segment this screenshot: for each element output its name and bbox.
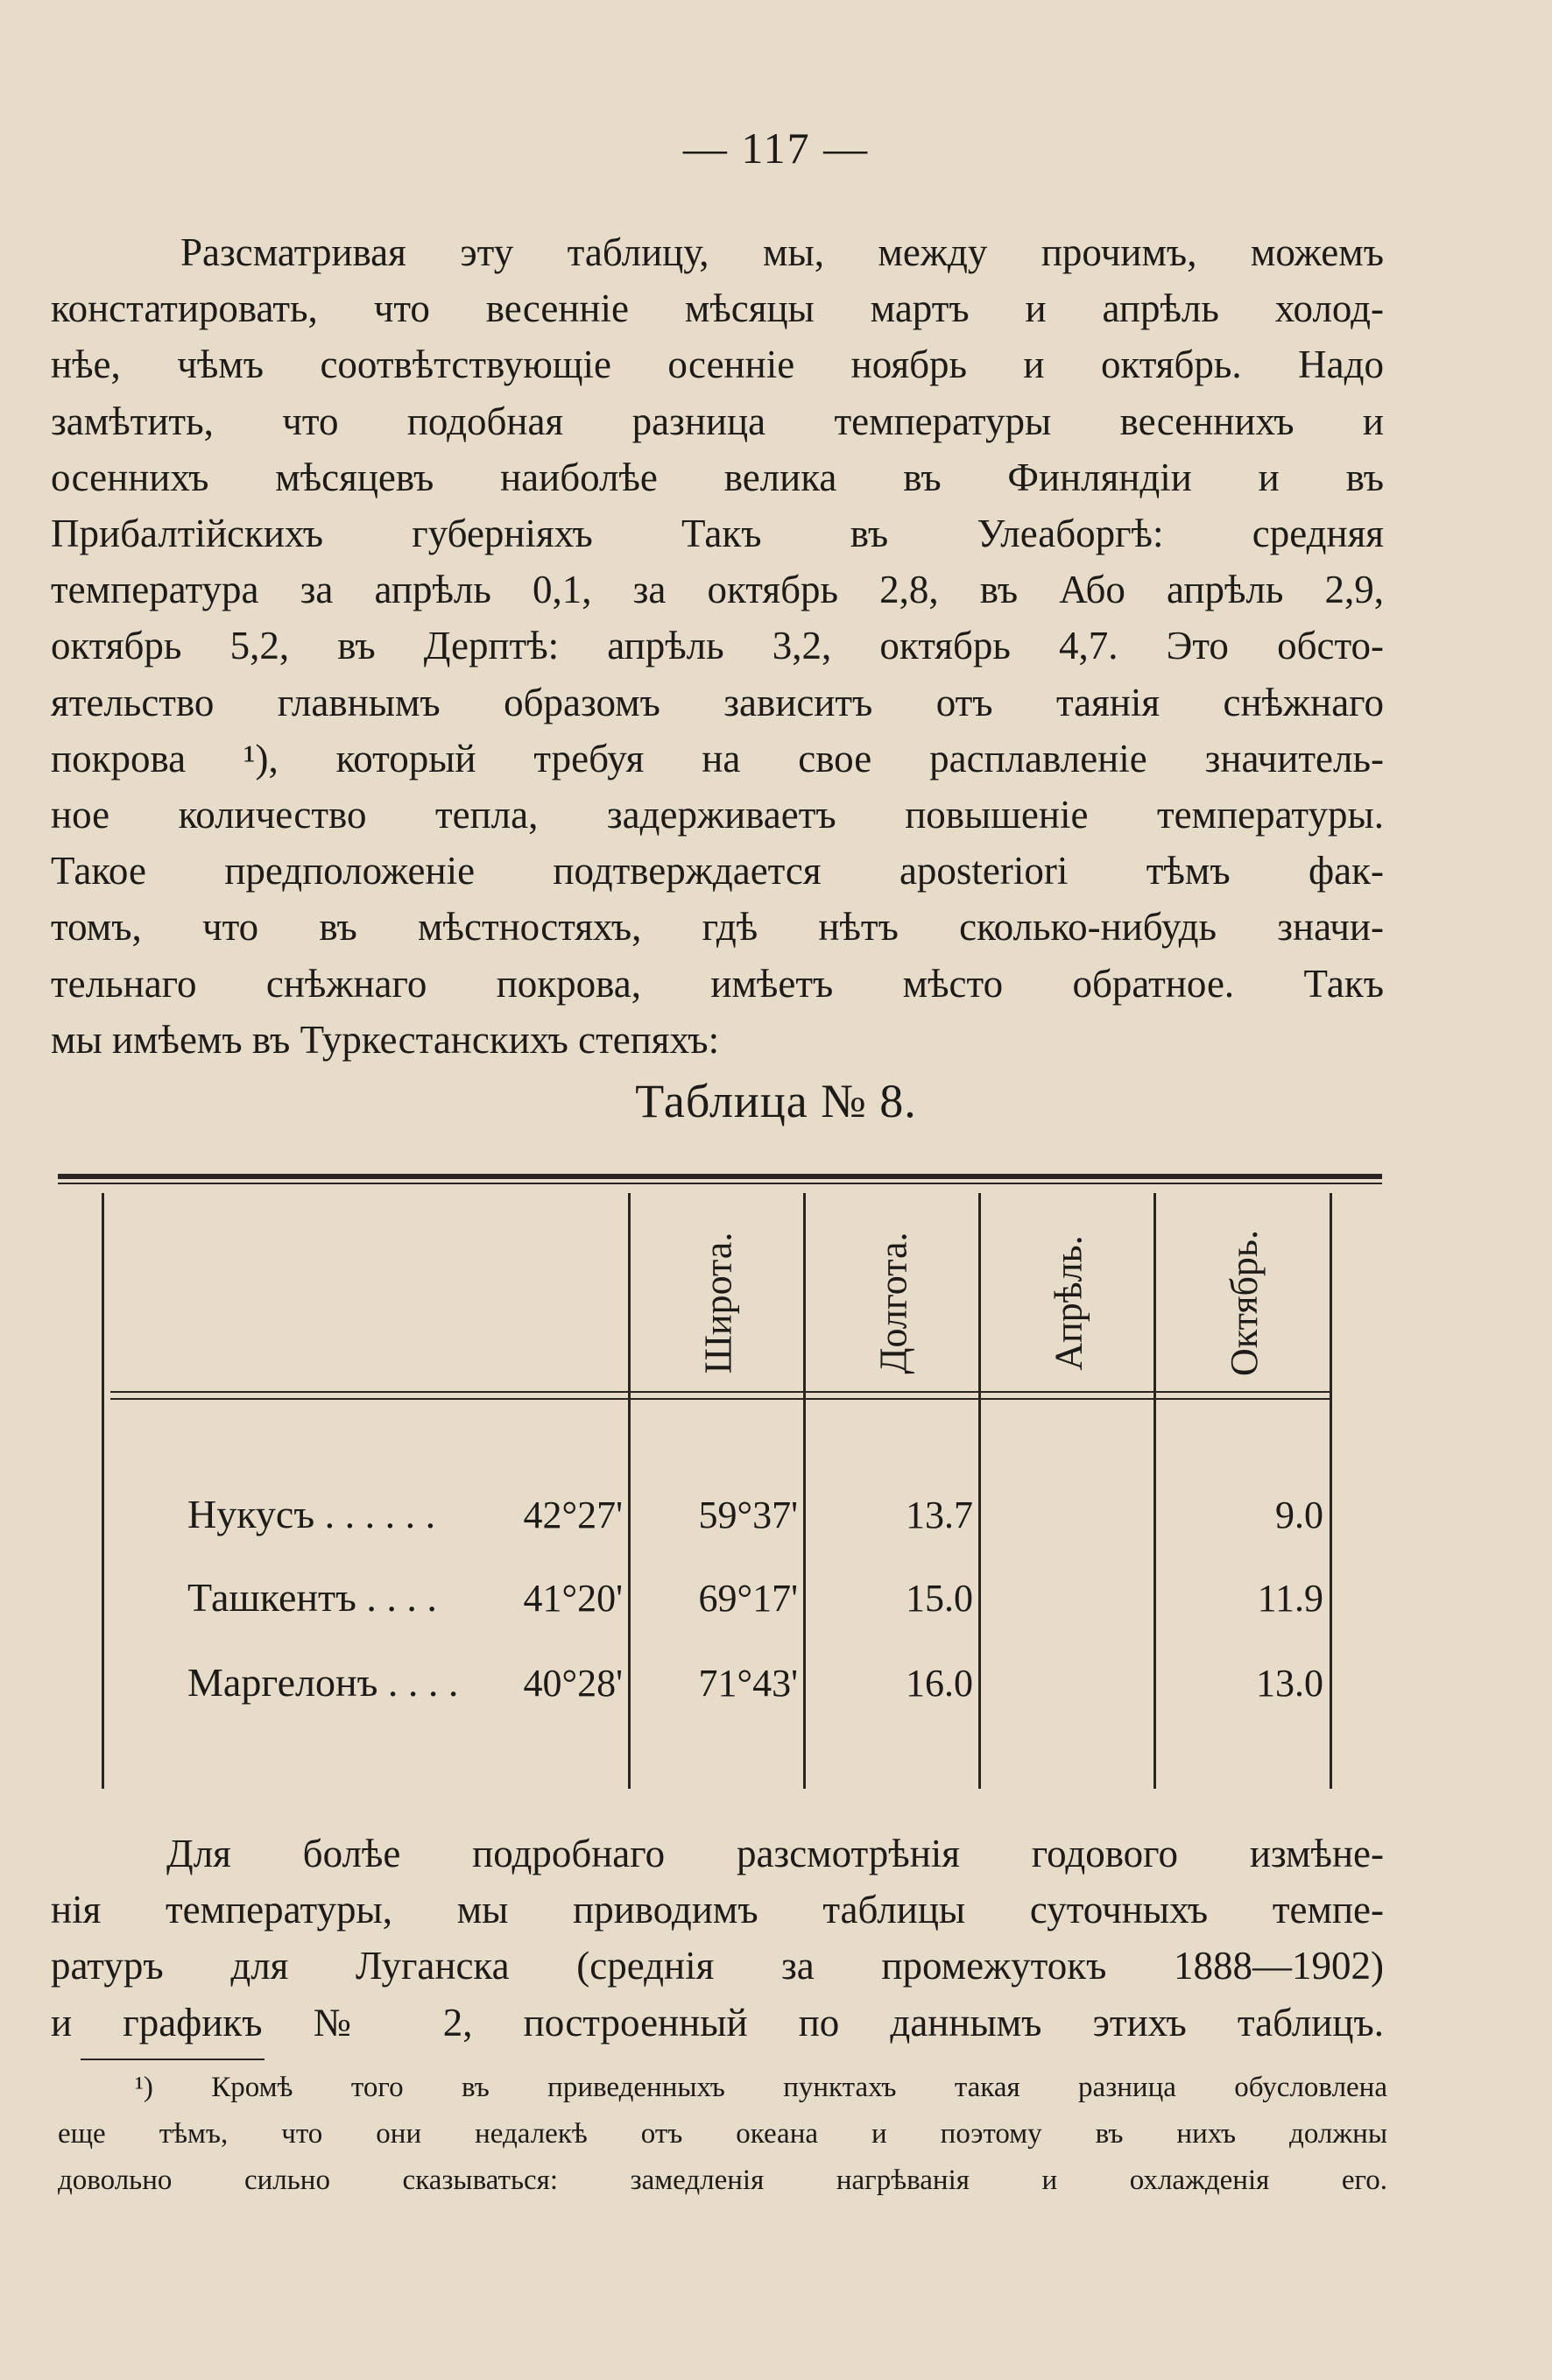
text-line: Для болѣе подробнаго разсмотрѣнія годового измѣне- — [166, 1832, 1384, 1875]
header-label: Октябрь. — [1222, 1229, 1266, 1376]
cell-latitude: 41°20' — [523, 1577, 623, 1620]
column-divider — [978, 1193, 981, 1789]
text-line: температура за апрѣль 0,1, за октябрь 2,8, въ Або апрѣль 2,9, — [51, 568, 1384, 612]
text-line: констатировать, что весенніе мѣсяцы мартъ и апрѣль холод- — [51, 286, 1384, 331]
cell-latitude: 42°27' — [523, 1494, 623, 1536]
table-top-rule — [58, 1174, 1382, 1179]
text-line: нія температуры, мы приводимъ таблицы суточныхъ темпе- — [51, 1888, 1384, 1932]
page-number: — 117 — — [682, 124, 870, 173]
table-border-left — [102, 1193, 104, 1789]
text-line: Прибалтійскихъ губерніяхъ Такъ въ Улеаборгѣ: средняя — [51, 512, 1384, 556]
header-april — [1042, 1211, 1095, 1395]
text-line: и графикъ № 2, построенный по даннымъ этихъ таблицъ. — [51, 2000, 1384, 2045]
paragraph-1 — [51, 224, 1384, 1068]
header-latitude — [692, 1211, 744, 1395]
header-rule — [110, 1398, 1330, 1400]
column-divider — [628, 1193, 631, 1789]
cell-october: 13.0 — [1256, 1662, 1323, 1705]
text-line: нѣе, чѣмъ соотвѣтствующіе осенніе ноябрь и октябрь. Надо — [51, 343, 1384, 387]
cell-april: 13.7 — [906, 1494, 973, 1536]
text-line: Разсматривая эту таблицу, мы, между прочимъ, можемъ — [180, 230, 1384, 274]
cell-longitude: 59°37' — [698, 1494, 798, 1536]
cell-april: 16.0 — [906, 1662, 973, 1705]
row-station-name: Ташкентъ . . . . — [187, 1575, 437, 1620]
cell-october: 11.9 — [1257, 1577, 1323, 1620]
text-line: Такое предположеніе подтверждается aposteriori тѣмъ фак- — [51, 849, 1384, 893]
text-line: осеннихъ мѣсяцевъ наиболѣе велика въ Финляндіи и въ — [51, 455, 1384, 499]
data-table — [102, 1193, 1332, 1789]
table-border-right — [1330, 1193, 1332, 1789]
header-label: Широта. — [696, 1232, 740, 1374]
cell-longitude: 69°17' — [698, 1577, 798, 1620]
footnote — [58, 2065, 1387, 2204]
column-divider — [803, 1193, 806, 1789]
table-title: Таблица № 8. — [635, 1075, 917, 1127]
text-line: мы имѣемъ въ Туркестанскихъ степяхъ: — [51, 1017, 720, 1062]
cell-april: 15.0 — [906, 1577, 973, 1620]
footnote-line: еще тѣмъ, что они недалекѣ отъ океана и поэтому въ нихъ должны — [58, 2118, 1387, 2150]
paragraph-2 — [51, 1826, 1384, 2051]
header-label: Долгота. — [871, 1231, 915, 1374]
footnote-rule — [81, 2059, 265, 2060]
header-label: Апрѣль. — [1047, 1234, 1090, 1371]
footnote-line: довольно сильно сказываться: замедленія нагрѣванія и охлажденія его. — [58, 2165, 1387, 2196]
text-line: тельнаго снѣжнаго покрова, имѣетъ мѣсто обратное. Такъ — [51, 961, 1384, 1006]
footnote-line: ¹) Кромѣ того въ приведенныхъ пунктахъ такая разница обусловлена — [135, 2072, 1387, 2103]
column-divider — [1153, 1193, 1156, 1789]
text-line: октябрь 5,2, въ Дерптѣ: апрѣль 3,2, октябрь 4,7. Это обсто- — [51, 624, 1384, 668]
row-station-name: Маргелонъ . . . . — [187, 1660, 459, 1705]
header-october — [1217, 1211, 1270, 1395]
table-top-rule-thin — [58, 1183, 1382, 1184]
cell-october: 9.0 — [1275, 1494, 1323, 1536]
text-line: ятельство главнымъ образомъ зависитъ отъ таянія снѣжнаго — [51, 680, 1384, 724]
text-line: ное количество тепла, задерживаетъ повышеніе температуры. — [51, 793, 1384, 837]
header-longitude — [867, 1211, 920, 1395]
cell-latitude: 40°28' — [523, 1662, 623, 1705]
text-line: ратуръ для Луганска (среднія за промежутокъ 1888—1902) — [51, 1944, 1384, 1988]
text-line: томъ, что въ мѣстностяхъ, гдѣ нѣтъ сколько-нибудь значи- — [51, 905, 1384, 950]
text-line: замѣтить, что подобная разница температуры весеннихъ и — [51, 399, 1384, 443]
cell-longitude: 71°43' — [698, 1662, 798, 1705]
row-station-name: Нукусъ . . . . . . — [187, 1492, 436, 1536]
text-line: покрова ¹), который требуя на свое расплавленіе значитель- — [51, 736, 1384, 780]
